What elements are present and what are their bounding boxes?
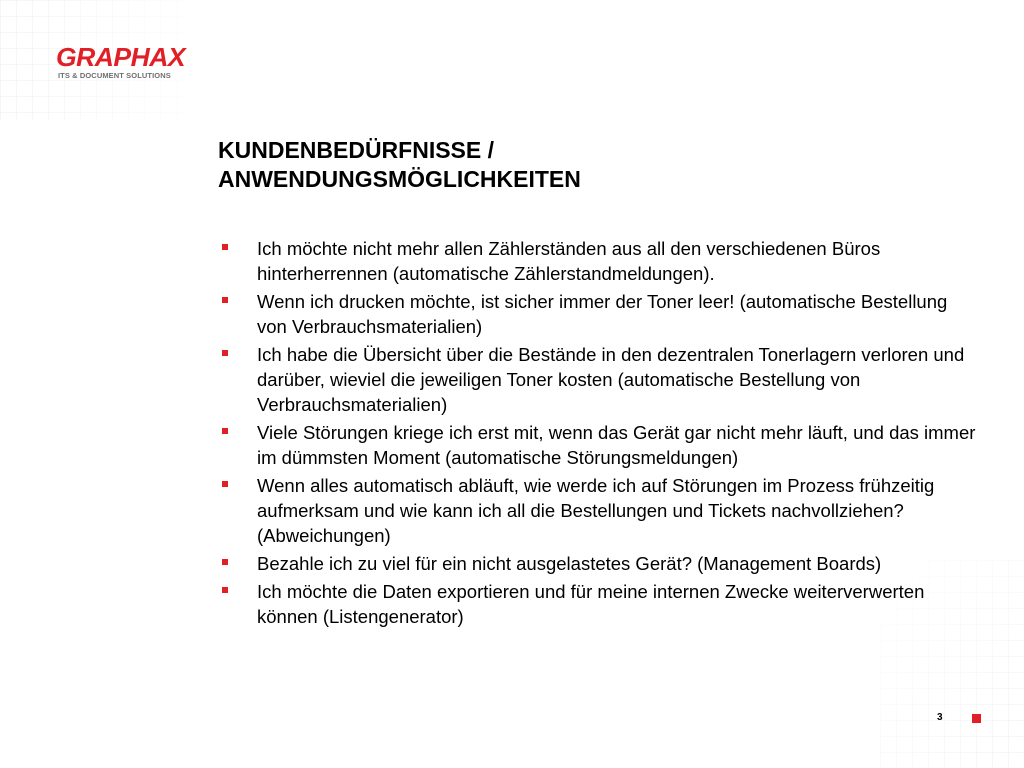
slide-title [218, 136, 918, 194]
bullet-item [222, 551, 982, 576]
square-bullet-icon [222, 350, 228, 356]
square-bullet-icon [222, 297, 228, 303]
square-bullet-icon [222, 481, 228, 487]
bullet-text: Bezahle ich zu viel für ein nicht ausgelastetes Gerät? (Management Boards) [257, 553, 882, 574]
corner-square-icon [972, 714, 981, 723]
bullet-item [222, 236, 982, 286]
bullet-item [222, 289, 982, 339]
bullet-text: Viele Störungen kriege ich erst mit, wenn das Gerät gar nicht mehr läuft, und das immer im dümmsten Moment (automatische Störungsmeldungen) [257, 422, 976, 468]
company-logo [56, 44, 188, 84]
logo-tagline: ITS & DOCUMENT SOLUTIONS [58, 71, 171, 80]
square-bullet-icon [222, 559, 228, 565]
logo-wordmark: GRAPHAX [56, 42, 186, 72]
bullet-item [222, 579, 982, 629]
bullet-list [222, 236, 982, 632]
square-bullet-icon [222, 428, 228, 434]
slide-title-line-1: KUNDENBEDÜRFNISSE / [218, 137, 495, 163]
bullet-item [222, 473, 982, 548]
slide-title-line-2: ANWENDUNGSMÖGLICHKEITEN [218, 166, 581, 192]
square-bullet-icon [222, 244, 228, 250]
bullet-item [222, 342, 982, 417]
bullet-text: Wenn ich drucken möchte, ist sicher immer der Toner leer! (automatische Bestellung von Verbrauchsmaterialien) [257, 291, 948, 337]
bullet-text: Ich möchte nicht mehr allen Zählerständen aus all den verschiedenen Büros hinterherrennen (automatische Zählerstandmeldungen). [257, 238, 881, 284]
bullet-text: Wenn alles automatisch abläuft, wie werde ich auf Störungen im Prozess frühzeitig aufmerksam und wie kann ich all die Bestellungen und Tickets nachvollziehen? (Abweichungen) [257, 475, 935, 546]
square-bullet-icon [222, 587, 228, 593]
bullet-text: Ich möchte die Daten exportieren und für meine internen Zwecke weiterverwerten können (Listengenerator) [257, 581, 925, 627]
page-number: 3 [937, 712, 943, 723]
bullet-text: Ich habe die Übersicht über die Bestände in den dezentralen Tonerlagern verloren und darüber, wieviel die jeweiligen Toner kosten (automatische Bestellung von Verbrauchsmaterialien) [257, 344, 965, 415]
bullet-item [222, 420, 982, 470]
